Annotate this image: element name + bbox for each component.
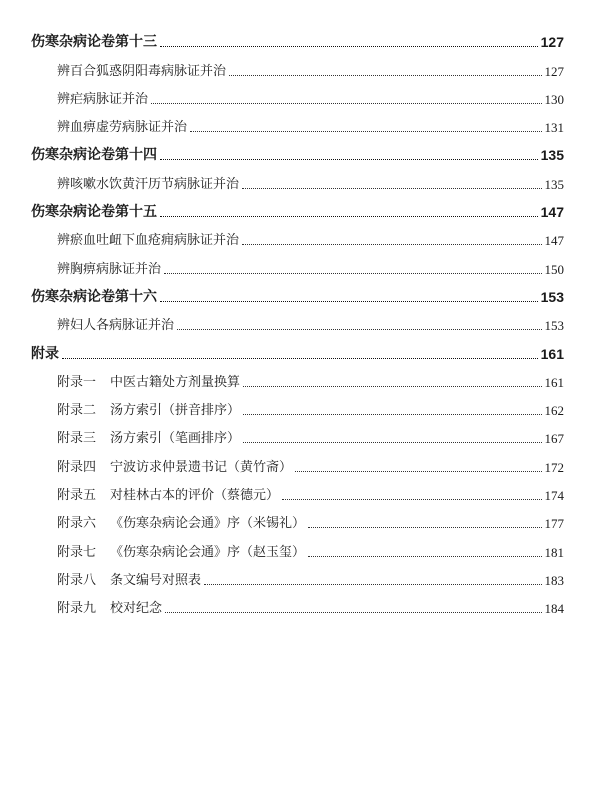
toc-title: 伤寒杂病论卷第十五 <box>31 204 157 221</box>
toc-title: 对桂林古本的评价（蔡德元） <box>110 488 280 504</box>
dot-leader <box>242 244 541 245</box>
toc-title: 辨血痹虚劳病脉证并治 <box>57 120 188 136</box>
toc-section <box>31 54 564 82</box>
toc-appendix <box>31 535 564 563</box>
toc-appendix <box>31 394 564 422</box>
toc-page-number: 172 <box>544 459 564 475</box>
dot-leader <box>190 131 541 132</box>
toc-section <box>31 167 564 195</box>
dot-leader <box>243 442 541 443</box>
toc-title: 汤方索引（拼音排序） <box>110 403 241 419</box>
table-of-contents <box>31 26 564 620</box>
toc-section <box>31 111 564 139</box>
toc-chapter <box>31 281 564 309</box>
toc-appendix <box>31 366 564 394</box>
toc-page-number: 162 <box>544 403 564 419</box>
dot-leader <box>243 414 541 415</box>
dot-leader <box>164 273 541 274</box>
toc-title: 伤寒杂病论卷第十四 <box>31 147 157 164</box>
toc-page-number: 161 <box>544 374 564 390</box>
toc-section <box>31 252 564 280</box>
toc-appendix <box>31 479 564 507</box>
toc-page-number: 181 <box>544 544 564 560</box>
appendix-number: 附录二 <box>57 403 97 419</box>
dot-leader <box>165 612 541 613</box>
toc-title: 中医古籍处方剂量换算 <box>110 374 241 390</box>
toc-title: 辨咳嗽水饮黄汗历节病脉证并治 <box>57 176 240 192</box>
dot-leader <box>308 527 541 528</box>
dot-leader <box>62 358 538 359</box>
toc-title: 辨百合狐惑阴阳毒病脉证并治 <box>57 63 227 79</box>
toc-title: 辨瘀血吐衄下血疮痈病脉证并治 <box>57 233 240 249</box>
appendix-number: 附录九 <box>57 601 97 617</box>
toc-title: 伤寒杂病论卷第十六 <box>31 288 157 305</box>
dot-leader <box>295 471 541 472</box>
toc-title: 汤方索引（笔画排序） <box>110 431 241 447</box>
dot-leader <box>160 46 538 47</box>
dot-leader <box>243 386 541 387</box>
dot-leader <box>308 556 541 557</box>
toc-appendix <box>31 507 564 535</box>
toc-title: 《伤寒杂病论会通》序（赵玉玺） <box>110 544 306 560</box>
toc-page-number: 127 <box>540 34 564 51</box>
toc-page-number: 147 <box>540 204 564 221</box>
toc-chapter <box>31 196 564 224</box>
toc-page-number: 153 <box>544 318 564 334</box>
toc-page-number: 135 <box>544 176 564 192</box>
toc-title: 《伤寒杂病论会通》序（米锡礼） <box>110 516 306 532</box>
toc-label <box>57 546 305 559</box>
toc-page-number: 167 <box>544 431 564 447</box>
dot-leader <box>160 159 538 160</box>
toc-label <box>57 574 201 587</box>
toc-label <box>57 517 305 530</box>
toc-section <box>31 224 564 252</box>
toc-label <box>57 432 240 445</box>
appendix-number: 附录七 <box>57 544 97 560</box>
toc-title: 条文编号对照表 <box>110 572 202 588</box>
toc-page-number: 184 <box>544 601 564 617</box>
dot-leader <box>229 75 541 76</box>
toc-page-number: 177 <box>544 516 564 532</box>
toc-title: 辨疟病脉证并治 <box>57 91 149 107</box>
toc-title: 附录 <box>31 345 59 362</box>
toc-section <box>31 309 564 337</box>
toc-appendix <box>31 422 564 450</box>
dot-leader <box>177 329 541 330</box>
toc-appendix <box>31 564 564 592</box>
appendix-number: 附录五 <box>57 488 97 504</box>
toc-page-number: 135 <box>540 147 564 164</box>
dot-leader <box>151 103 541 104</box>
dot-leader <box>160 301 538 302</box>
toc-page-number: 183 <box>544 572 564 588</box>
toc-label <box>57 602 162 615</box>
toc-label <box>57 376 240 389</box>
toc-title: 辨胸痹病脉证并治 <box>57 261 162 277</box>
appendix-number: 附录四 <box>57 459 97 475</box>
toc-title: 校对纪念 <box>110 601 163 617</box>
appendix-number: 附录六 <box>57 516 97 532</box>
dot-leader <box>204 584 541 585</box>
toc-page-number: 147 <box>544 233 564 249</box>
toc-chapter <box>31 337 564 365</box>
toc-page-number: 130 <box>544 91 564 107</box>
dot-leader <box>160 216 538 217</box>
toc-page-number: 153 <box>540 288 564 305</box>
toc-page-number: 127 <box>544 63 564 79</box>
toc-label <box>57 489 279 502</box>
appendix-number: 附录一 <box>57 374 97 390</box>
toc-label <box>57 461 292 474</box>
dot-leader <box>242 188 541 189</box>
toc-label <box>57 404 240 417</box>
toc-page-number: 131 <box>544 120 564 136</box>
toc-chapter <box>31 139 564 167</box>
dot-leader <box>282 499 541 500</box>
toc-title: 辨妇人各病脉证并治 <box>57 318 175 334</box>
toc-page-number: 174 <box>544 488 564 504</box>
toc-page-number: 150 <box>544 261 564 277</box>
toc-chapter <box>31 26 564 54</box>
appendix-number: 附录三 <box>57 431 97 447</box>
appendix-number: 附录八 <box>57 572 97 588</box>
toc-page-number: 161 <box>540 345 564 362</box>
toc-title: 伤寒杂病论卷第十三 <box>31 34 157 51</box>
toc-title: 宁波访求仲景遗书记（黄竹斋） <box>110 459 293 475</box>
toc-section <box>31 83 564 111</box>
toc-appendix <box>31 450 564 478</box>
toc-appendix <box>31 592 564 620</box>
